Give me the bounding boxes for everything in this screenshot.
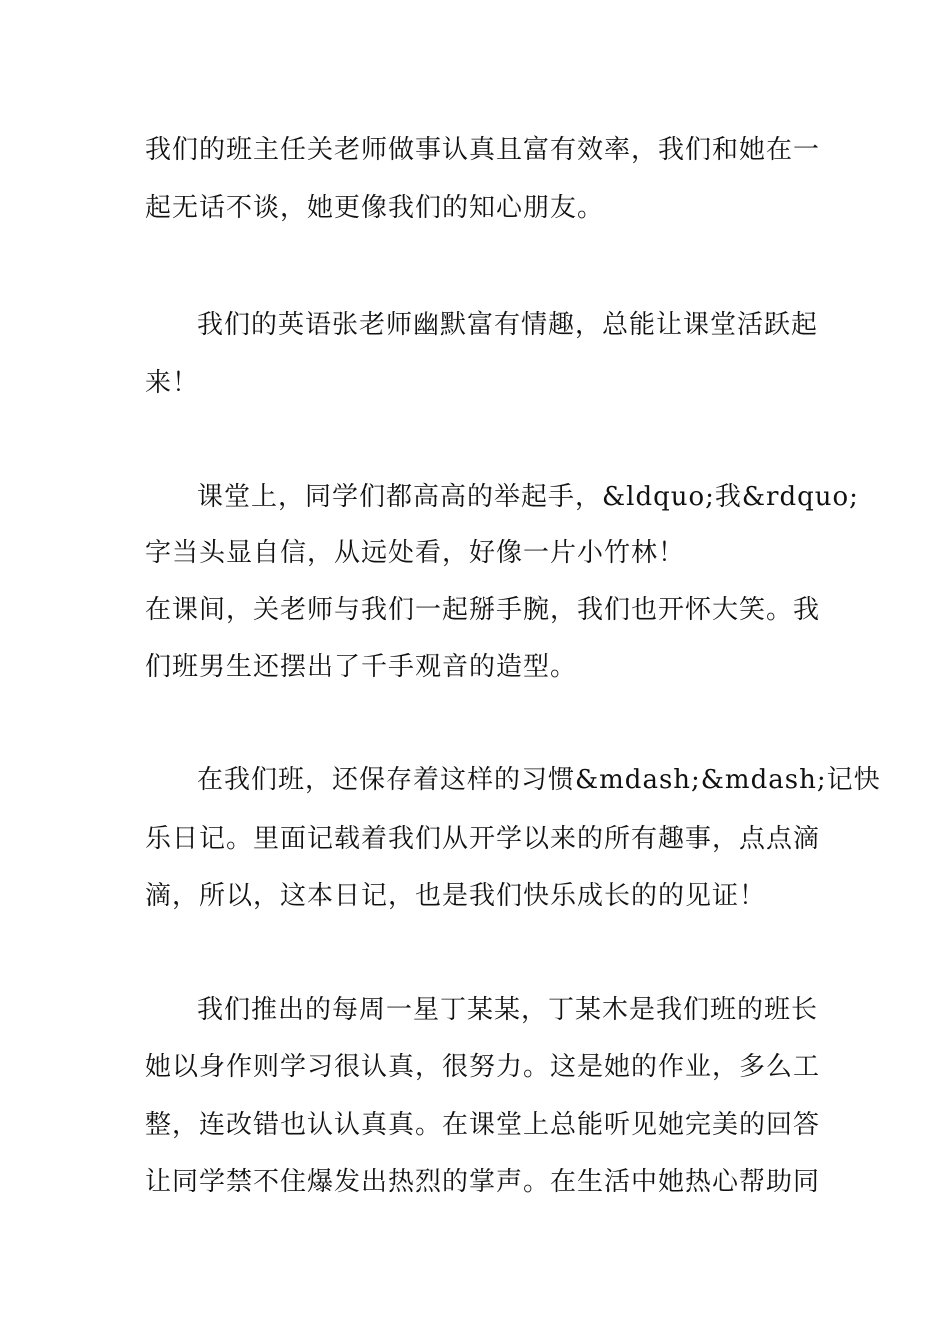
paragraph-5-line-1: 我们推出的每周一星丁某某，丁某木是我们班的班长: [197, 995, 819, 1025]
paragraph-2-line-1: 我们的英语张老师幽默富有情趣，总能让课堂活跃起: [197, 310, 819, 340]
paragraph-1-line-1: 我们的班主任关老师做事认真且富有效率，我们和她在一: [145, 135, 821, 165]
paragraph-4-line-3: 滴，所以，这本日记，也是我们快乐成长的的见证！: [145, 881, 767, 911]
paragraph-3-line-2: 字当头显自信，从远处看，好像一片小竹林！: [145, 538, 686, 568]
paragraph-1-line-2: 起无话不谈，她更像我们的知心朋友。: [145, 193, 605, 223]
paragraph-4-line-1: 在我们班，还保存着这样的习惯&mdash;&mdash;记快: [197, 765, 881, 795]
paragraph-5-line-2: 她以身作则学习很认真，很努力。这是她的作业，多么工: [145, 1052, 821, 1082]
paragraph-3-line-4: 们班男生还摆出了千手观音的造型。: [145, 652, 578, 682]
paragraph-2-line-2: 来！: [145, 368, 200, 398]
paragraph-3-line-3: 在课间，关老师与我们一起掰手腕，我们也开怀大笑。我: [145, 595, 821, 625]
paragraph-5-line-3: 整，连改错也认认真真。在课堂上总能听见她完美的回答: [145, 1110, 821, 1140]
paragraph-4-line-2: 乐日记。里面记载着我们从开学以来的所有趣事，点点滴: [145, 824, 821, 854]
paragraph-3-line-1: 课堂上，同学们都高高的举起手，&ldquo;我&rdquo;: [197, 482, 859, 512]
paragraph-5-line-4: 让同学禁不住爆发出热烈的掌声。在生活中她热心帮助同: [145, 1167, 821, 1197]
